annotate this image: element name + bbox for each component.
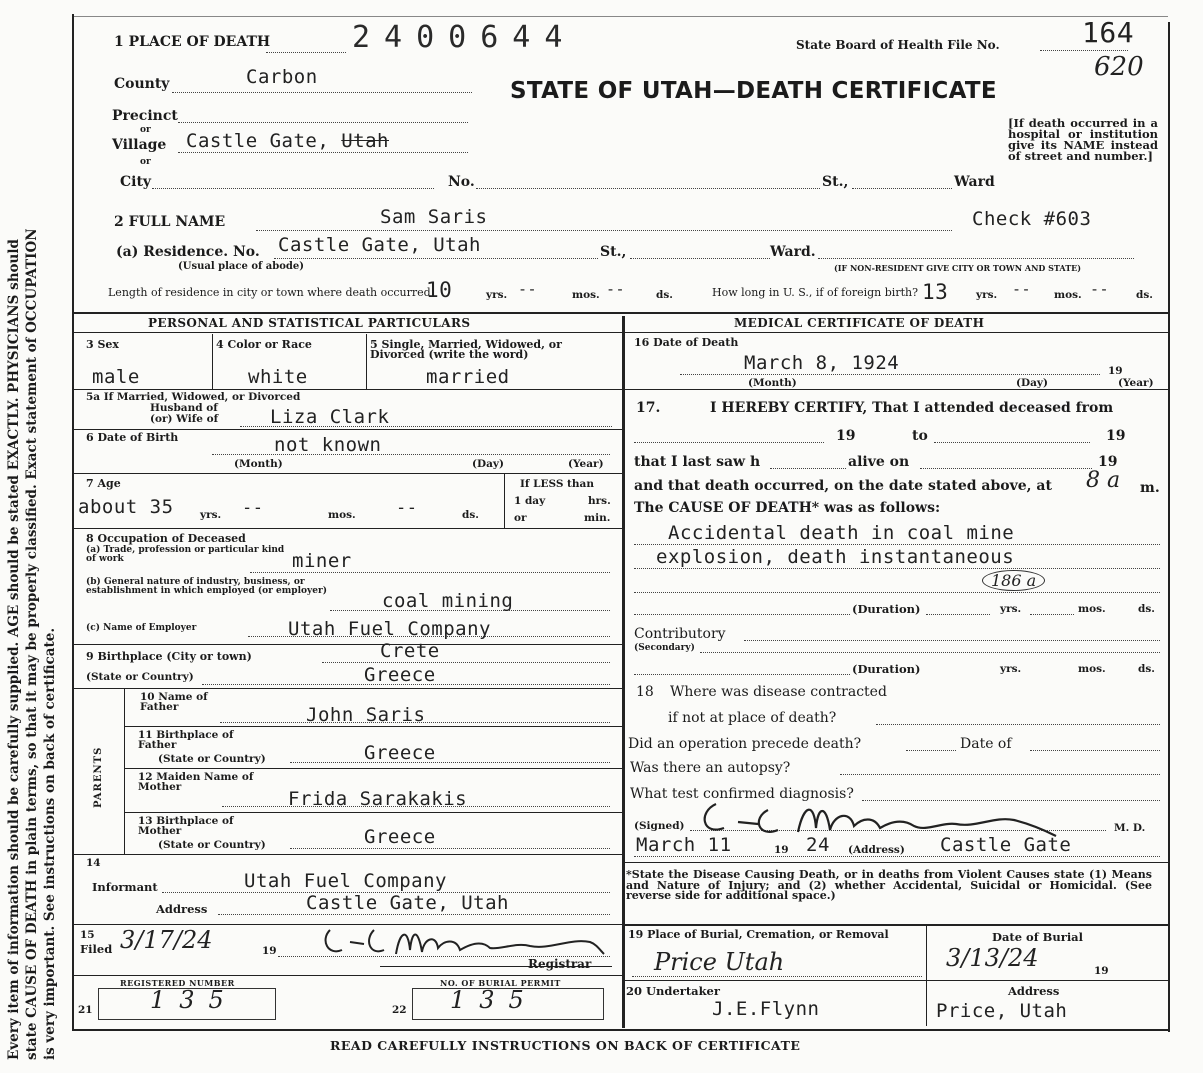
death-year: (Year) (1118, 377, 1154, 389)
city-label: City (120, 174, 152, 190)
certify-text: I HEREBY CERTIFY, That I attended deceased from (710, 400, 1114, 416)
certify-from-line (634, 442, 824, 443)
undertaker-label: 20 Undertaker (626, 984, 720, 998)
cause-line-1: Accidental death in coal mine (668, 522, 1015, 544)
registered-number-label: REGISTERED NUMBER (120, 978, 235, 988)
marital-label: 5 Single, Married, Widowed, or Divorced (write the word) (370, 338, 562, 361)
time-handwritten: 8 a (1086, 468, 1121, 493)
father-birthplace-label: 11 Birthplace of Father (138, 729, 234, 751)
filed-label: Filed (80, 942, 113, 956)
no-line (476, 188, 820, 189)
parents-line-2 (124, 768, 622, 769)
age-value: about 35 (78, 496, 174, 518)
mother-state-label: (State or Country) (158, 839, 266, 851)
city-line (152, 188, 434, 189)
q18-num: 18 (636, 684, 654, 700)
certify-num: 17. (636, 400, 661, 416)
burial-19: 19 (1094, 965, 1109, 977)
alive-on-line (920, 468, 1092, 469)
st-label: St., (822, 174, 849, 190)
duration-gap-2 (1030, 614, 1074, 615)
side-note-line3: is very important. See instructions on back of certificate. (42, 627, 58, 1060)
employer-value: Utah Fuel Company (288, 618, 491, 640)
dob-label: 6 Date of Birth (86, 431, 179, 444)
residence-ward-line (818, 258, 1134, 259)
occupation-value: miner (292, 550, 352, 572)
duration-yrs-1: yrs. (1000, 603, 1022, 615)
death-month: (Month) (748, 377, 797, 389)
dob-month: (Month) (234, 458, 283, 470)
alive-19: 19 (1098, 454, 1118, 470)
side-note-line1: Every item of information should be carefully supplied. AGE should be stated EXACTLY. PHYSICIANS should (6, 239, 22, 1060)
father-birthplace-line (290, 762, 610, 763)
contributory-line-2 (700, 652, 1160, 653)
informant-num: 14 (86, 857, 101, 869)
mother-label: 12 Maiden Name of Mother (138, 771, 254, 793)
medical-heading: MEDICAL CERTIFICATE OF DEATH (734, 316, 985, 330)
row-line-5 (74, 644, 622, 645)
cause-line-1-rule (634, 544, 1160, 545)
side-note-line2: state CAUSE OF DEATH in plain terms, so that it may be properly classified. Exact statement of OCCUPATION (24, 228, 40, 1060)
q18-text2: if not at place of death? (668, 710, 837, 726)
informant-address-line (218, 914, 610, 915)
row-line-6 (74, 688, 622, 689)
registrar-label: Registrar (528, 957, 592, 971)
signed-19: 19 (774, 844, 789, 856)
how-long-value: 13 (922, 280, 949, 304)
place-of-death-label: 1 PLACE OF DEATH (114, 34, 271, 50)
usual-abode-note: (Usual place of abode) (178, 261, 304, 272)
column-divider (622, 316, 625, 1028)
duration-mos-2: mos. (1078, 663, 1106, 675)
m-label: m. (1140, 480, 1160, 496)
or-label-2: or (140, 157, 151, 167)
file-no-label: State Board of Health File No. (796, 38, 1000, 52)
employer-c: (c) Name of Employer (86, 623, 197, 633)
filed-19: 19 (262, 945, 277, 957)
date-of-death-value: March 8, 1924 (744, 352, 900, 374)
duration-line-2 (634, 674, 850, 675)
residence-st: St., (600, 244, 627, 260)
how-long-ds: ds. (1136, 289, 1153, 301)
certify-to: to (912, 428, 928, 444)
undertaker-address-label: Address (1008, 984, 1060, 998)
county-label: County (114, 76, 170, 92)
cause-line-2: explosion, death instantaneous (656, 546, 1015, 568)
village-name: Castle Gate, (186, 130, 330, 152)
burial-divider (926, 926, 927, 1026)
or-min-label: or (514, 512, 527, 524)
age-yrs: yrs. (200, 509, 222, 521)
duration-mos-1: mos. (1078, 603, 1106, 615)
duration-yrs-2: yrs. (1000, 663, 1022, 675)
age-mos: mos. (328, 509, 356, 521)
signed-address-value: Castle Gate (940, 834, 1072, 856)
length-dash1: -- (518, 280, 538, 298)
sex-race-divider (212, 334, 213, 390)
length-mos: mos. (572, 289, 600, 301)
check-value: Check #603 (972, 208, 1092, 230)
secondary-label: (Secondary) (634, 643, 695, 653)
contributory-label: Contributory (634, 626, 726, 642)
birthplace-state-label: (State or Country) (86, 671, 194, 683)
how-long-yrs: yrs. (976, 289, 998, 301)
num-22: 22 (392, 1004, 407, 1016)
last-saw-line (770, 468, 846, 469)
date-of-death-label: 16 Date of Death (634, 336, 739, 349)
race-marital-divider (366, 334, 367, 390)
dob-year: (Year) (568, 458, 604, 470)
occupation-label: 8 Occupation of Deceased (86, 532, 246, 545)
burial-place-line (632, 976, 922, 977)
cause-line-2-rule (634, 568, 1160, 569)
num-21: 21 (78, 1004, 93, 1016)
signed-address-label: (Address) (848, 844, 905, 856)
filed-num: 15 (80, 929, 95, 941)
length-yrs: yrs. (486, 289, 508, 301)
date-of-death-line (680, 374, 1100, 375)
residence-ward: Ward. (770, 244, 816, 260)
residence-line (274, 258, 598, 259)
precinct-line (178, 122, 468, 123)
hrs-label: hrs. (588, 495, 611, 507)
spouse-label-a: 5a If Married, Widowed, or Divorced (86, 391, 301, 403)
age-ds: ds. (462, 509, 479, 521)
dob-day: (Day) (472, 458, 504, 470)
length-value: 10 (426, 278, 453, 302)
personal-heading-line (74, 332, 622, 333)
industry-b: (b) General nature of industry, business, or establishment in which employed (or employer) (86, 577, 327, 596)
med-row-line-3 (624, 924, 1168, 926)
undertaker-address-value: Price, Utah (936, 1000, 1068, 1022)
burial-permit-label: NO. OF BURIAL PERMIT (440, 978, 561, 988)
certify-19-a: 19 (836, 428, 856, 444)
occupation-a: (a) Trade, profession or particular kind of work (86, 545, 285, 564)
nonresident-note: (IF NON-RESIDENT GIVE CITY OR TOWN AND STATE) (834, 263, 1082, 273)
race-label: 4 Color or Race (216, 338, 312, 351)
residence-st-line (630, 258, 770, 259)
min-label: min. (584, 512, 611, 524)
med-row-line-2 (624, 862, 1168, 863)
mother-birthplace-value: Greece (364, 826, 436, 848)
cause-code: 186 a (982, 570, 1045, 591)
spouse-label-b: Husband of (150, 402, 218, 414)
informant-address-label: Address (156, 902, 208, 916)
spouse-label-c: (or) Wife of (150, 413, 219, 425)
stamp-number: 2400644 (352, 20, 577, 55)
parents-divider (124, 688, 125, 854)
registered-number-value: 135 (150, 986, 238, 1014)
burial-date-value: 3/13/24 (946, 944, 1039, 972)
duration-ds-1: ds. (1138, 603, 1155, 615)
operation-label: Did an operation precede death? (628, 736, 862, 752)
father-state-label: (State or Country) (158, 753, 266, 765)
med-row-line-1 (624, 389, 1168, 390)
operation-line (906, 750, 956, 751)
signed-date: March 11 (636, 834, 732, 856)
industry-value: coal mining (382, 590, 514, 612)
test-label: What test confirmed diagnosis? (630, 786, 854, 802)
sex-label: 3 Sex (86, 338, 119, 351)
one-day-label: 1 day (514, 495, 546, 507)
duration-gap-1 (926, 614, 990, 615)
frame-right (1168, 22, 1170, 1032)
age-less-divider (504, 474, 505, 528)
sex-value: male (92, 366, 140, 388)
footnote: *State the Disease Causing Death, or in deaths from Violent Causes state (1) Means and Nature of Injury; and (2) whether Accidental, Suicidal or Homicidal. (See reverse side for additional space.) (626, 868, 1152, 902)
death-occurred: and that death occurred, on the date stated above, at (634, 478, 1052, 494)
place-of-death-line (266, 52, 346, 53)
ward-label: Ward (954, 174, 995, 190)
or-label-1: or (140, 125, 151, 135)
filed-value: 3/17/24 (120, 926, 213, 954)
parents-line-3 (124, 812, 622, 813)
informant-label: Informant (92, 880, 158, 894)
mother-birthplace-label: 13 Birthplace of Mother (138, 815, 234, 837)
signed-year: 24 (806, 834, 830, 856)
how-long-dash2: -- (1090, 280, 1110, 298)
cause-line-3-rule (634, 592, 1160, 593)
father-value: John Saris (306, 704, 426, 726)
burial-place-value: Price Utah (654, 948, 785, 976)
alive-on: alive on (848, 454, 910, 470)
autopsy-line (840, 774, 1160, 775)
village-label: Village (112, 137, 167, 153)
file-no-handwritten: 620 (1094, 52, 1144, 82)
autopsy-label: Was there an autopsy? (630, 760, 791, 776)
medical-heading-line (624, 332, 1168, 333)
certificate-title: STATE OF UTAH—DEATH CERTIFICATE (510, 78, 997, 104)
village-value (186, 130, 389, 152)
med-row-line-4 (624, 980, 1168, 981)
frame-top (74, 16, 1168, 17)
burial-date-label: Date of Burial (992, 930, 1084, 944)
length-ds: ds. (656, 289, 673, 301)
signed-label: (Signed) (634, 820, 685, 832)
how-long-label: How long in U. S., if of foreign birth? (712, 286, 918, 299)
certify-to-line (934, 442, 1090, 443)
marital-value: married (426, 366, 510, 388)
dob-value: not known (274, 434, 382, 456)
birthplace-country: Greece (364, 664, 436, 686)
how-long-mos: mos. (1054, 289, 1082, 301)
age-dash2: -- (396, 498, 418, 518)
row-line-7 (74, 854, 622, 855)
county-line (172, 92, 472, 93)
contributory-line (744, 640, 1160, 641)
birthplace-label: 9 Birthplace (City or town) (86, 650, 252, 663)
row-line-4 (74, 528, 622, 529)
informant-value: Utah Fuel Company (244, 870, 447, 892)
village-line (178, 152, 468, 153)
age-label: 7 Age (86, 477, 121, 490)
full-name-line (256, 230, 952, 231)
how-long-dash1: -- (1012, 280, 1032, 298)
frame-left (72, 14, 74, 1029)
duration-label-1: (Duration) (852, 602, 921, 616)
precinct-label: Precinct (112, 108, 178, 124)
footer-instructions: READ CAREFULLY INSTRUCTIONS ON BACK OF CERTIFICATE (330, 1038, 801, 1053)
birthplace-line (322, 662, 610, 663)
father-birthplace-value: Greece (364, 742, 436, 764)
cause-label: The CAUSE OF DEATH* was as follows: (634, 500, 941, 516)
spouse-value: Liza Clark (270, 406, 390, 428)
row-line-2 (74, 429, 622, 430)
length-dash2: -- (606, 280, 626, 298)
signed-date-line (634, 856, 1160, 857)
date-of-line (1030, 750, 1160, 751)
dob-line (212, 454, 610, 455)
length-label: Length of residence in city or town where death occurred (108, 286, 431, 299)
parents-line-1 (124, 726, 622, 727)
file-no-value: 164 (1082, 16, 1135, 49)
hospital-note: [If death occurred in a hospital or institution give its NAME instead of street and number.] (1008, 116, 1158, 163)
residence-value: Castle Gate, Utah (278, 234, 481, 256)
row-line-9 (74, 975, 622, 976)
village-struck: Utah (341, 130, 389, 152)
date-of-label: Date of (960, 736, 1012, 752)
personal-heading: PERSONAL AND STATISTICAL PARTICULARS (148, 316, 471, 330)
parents-vertical-label: PARENTS (93, 746, 104, 808)
full-name-value: Sam Saris (380, 206, 488, 228)
duration-ds-2: ds. (1138, 663, 1155, 675)
row-line-3 (74, 473, 622, 474)
file-no-line (1040, 50, 1128, 51)
county-value: Carbon (246, 66, 318, 88)
q18-text: Where was disease contracted (670, 684, 887, 700)
full-name-label: 2 FULL NAME (114, 214, 226, 230)
death-19: 19 (1108, 365, 1123, 377)
mother-birthplace-line (290, 848, 610, 849)
undertaker-value: J.E.Flynn (712, 998, 820, 1020)
burial-place-label: 19 Place of Burial, Cremation, or Removal (628, 928, 889, 941)
no-label: No. (448, 174, 475, 190)
burial-permit-value: 135 (450, 986, 538, 1014)
mother-value: Frida Sarakakis (288, 788, 468, 810)
md-label: M. D. (1114, 822, 1146, 834)
less-than-label: If LESS than (520, 478, 594, 490)
residence-label: (a) Residence. No. (116, 244, 260, 260)
last-saw: that I last saw h (634, 454, 761, 470)
section-divider-top (74, 312, 1168, 314)
race-value: white (248, 366, 308, 388)
occupation-line (250, 572, 610, 573)
frame-bottom (72, 1029, 1170, 1031)
st-line (852, 188, 952, 189)
birthplace-city: Crete (380, 640, 440, 662)
q18-line (876, 724, 1160, 725)
father-label: 10 Name of Father (140, 691, 208, 713)
age-dash1: -- (242, 498, 264, 518)
row-line-1 (74, 389, 622, 390)
certify-19-b: 19 (1106, 428, 1126, 444)
duration-label-2: (Duration) (852, 662, 921, 676)
informant-address: Castle Gate, Utah (306, 892, 509, 914)
duration-line-1 (634, 614, 850, 615)
death-day: (Day) (1016, 377, 1048, 389)
